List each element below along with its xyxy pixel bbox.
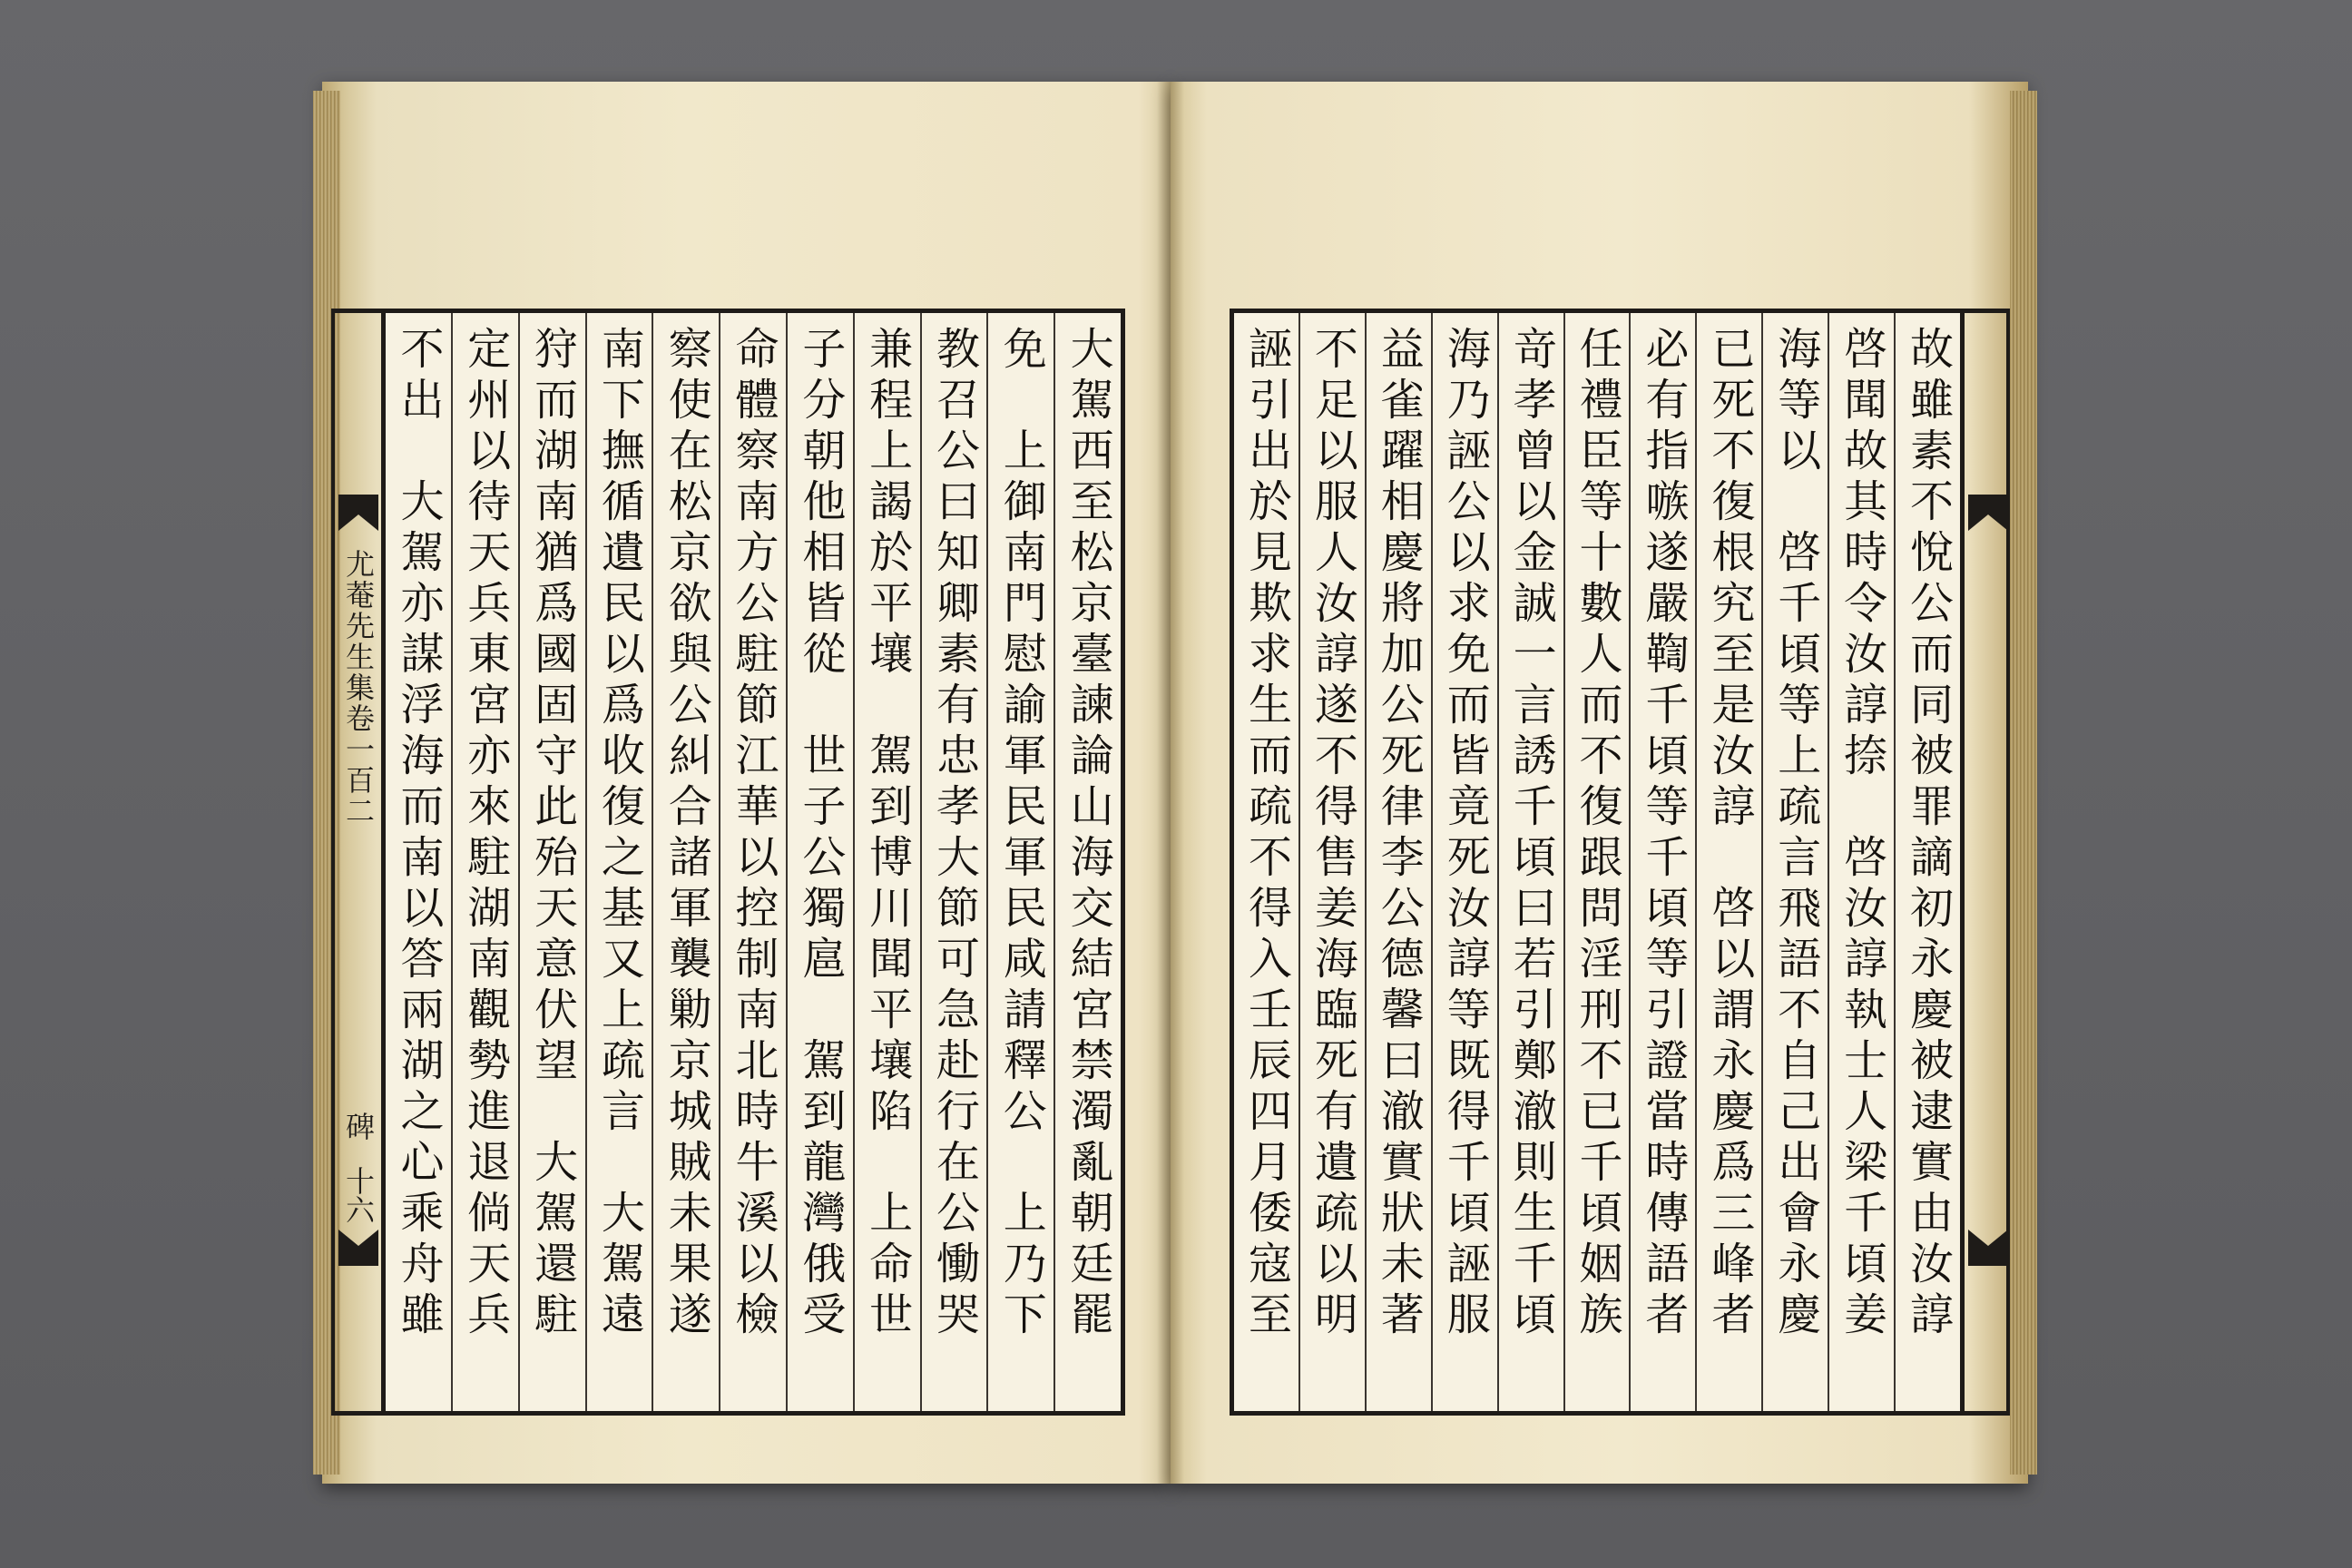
fish-tail-bottom-icon bbox=[338, 1230, 378, 1266]
left-text-frame bbox=[381, 309, 1125, 1416]
text-column: 命體察南方公駐節江華以控制南北時牛溪以檢 bbox=[719, 313, 786, 1411]
right-text-columns bbox=[1234, 313, 1960, 1411]
margin-label: 碑 bbox=[341, 1112, 376, 1141]
text-column: 狩而湖南猶爲國固守此殆天意伏望 大駕還駐 bbox=[518, 313, 585, 1411]
text-column: 故雖素不悅公而同被罪謫初永慶被逮實由汝諄 bbox=[1894, 313, 1960, 1411]
right-text-frame bbox=[1230, 309, 1965, 1416]
text-column: 不足以服人汝諄遂不得售姜海臨死有遺疏以明 bbox=[1298, 313, 1365, 1411]
left-text-columns bbox=[386, 313, 1121, 1411]
text-column: 教召公曰知卿素有忠孝大節可急赴行在公慟哭 bbox=[920, 313, 987, 1411]
book-spine bbox=[1157, 82, 1184, 1484]
text-column: 子分朝他相皆從 世子公獨扈 駕到龍灣俄受 bbox=[786, 313, 853, 1411]
text-column: 益雀躍相慶將加公死律李公德馨曰澈實狀未著 bbox=[1365, 313, 1431, 1411]
text-column: 兼程上謁於平壤 駕到博川聞平壤陷 上命世 bbox=[853, 313, 920, 1411]
text-column: 不出 大駕亦謀浮海而南以答兩湖之心乘舟雖 bbox=[392, 326, 444, 1342]
fish-tail-bottom-icon bbox=[1968, 1230, 2008, 1266]
text-column: 已死不復根究至是汝諄 啓以謂永慶爲三峰者 bbox=[1695, 313, 1761, 1411]
text-column: 大駕西至松京臺諫論山海交結宮禁濁亂朝廷罷 bbox=[1054, 313, 1121, 1411]
text-column: 海乃誣公以求免而皆竟死汝諄等既得千頃誣服 bbox=[1431, 313, 1497, 1411]
text-column: 啓聞故其時令汝諄捺 啓汝諄執士人梁千頃姜 bbox=[1828, 313, 1894, 1411]
text-column: 海等以 啓千頃等上疏言飛語不自己出會永慶 bbox=[1761, 313, 1828, 1411]
text-column: 南下撫循遺民以爲收復之基又上疏言 大駕遠 bbox=[585, 313, 652, 1411]
right-page-margin-strip bbox=[1965, 309, 2010, 1416]
text-column: 察使在松京欲與公糾合諸軍襲勦京城賊未果遂 bbox=[652, 313, 719, 1411]
right-page-edges bbox=[2010, 91, 2037, 1475]
fish-tail-top-icon bbox=[338, 495, 378, 531]
text-column: 必有指嗾遂嚴鞫千頃等千頃等引證當時傳語者 bbox=[1629, 313, 1695, 1411]
margin-title: 尤菴先生集卷一百二 bbox=[341, 549, 376, 827]
text-column: 竒孝曾以金誠一言誘千頃曰若引鄭澈則生千頃 bbox=[1497, 313, 1563, 1411]
open-book bbox=[322, 82, 2028, 1484]
fish-tail-top-icon bbox=[1968, 495, 2008, 531]
text-column: 任禮臣等十數人而不復跟問淫刑不已千頃姻族 bbox=[1563, 313, 1630, 1411]
left-page-margin-strip bbox=[331, 309, 381, 1416]
margin-page-number: 十六 bbox=[341, 1166, 376, 1224]
text-column: 免 上御南門慰諭軍民軍民咸請釋公 上乃下 bbox=[986, 313, 1054, 1411]
text-column: 誣引出於見欺求生而疏不得入壬辰四月倭寇至 bbox=[1240, 326, 1292, 1342]
text-column: 定州以待天兵東宮亦來駐湖南觀勢進退倘天兵 bbox=[451, 313, 518, 1411]
